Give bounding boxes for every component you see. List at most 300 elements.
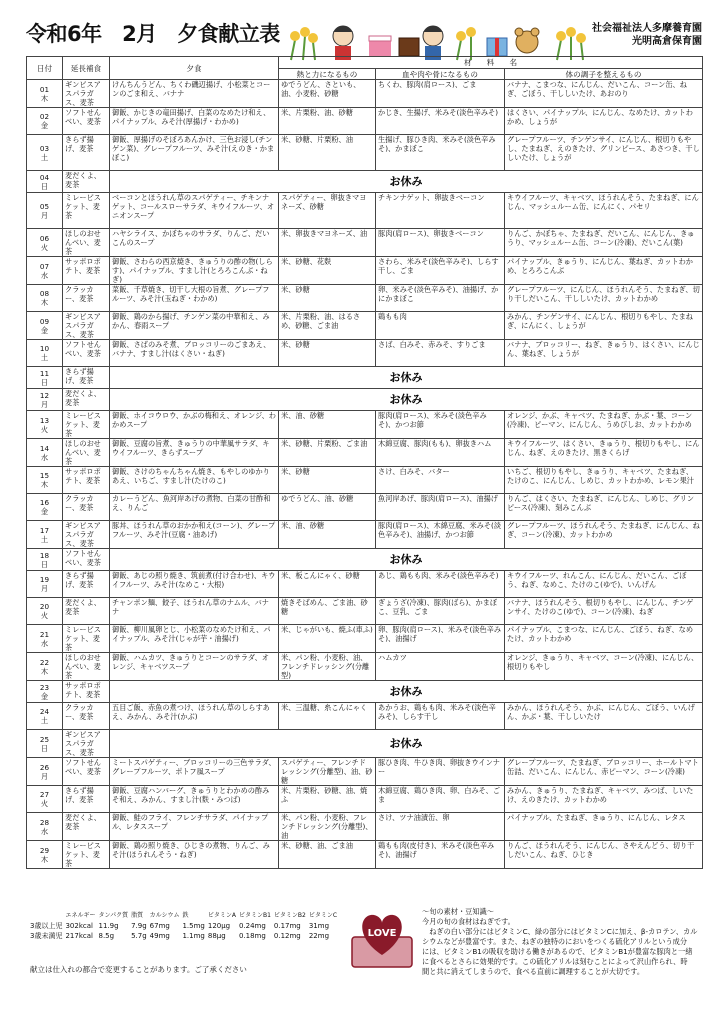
weekday: 金 [40, 121, 49, 130]
energy-cell: 米、砂糖、片栗粉、油 [279, 135, 376, 171]
body-cell: チキンナゲット、卵抜きベーコン [376, 193, 505, 229]
weekday: 土 [40, 152, 49, 162]
snack-cell: きらず揚げ、麦茶 [63, 367, 110, 389]
energy-cell: 米、板こんにゃく、砂糖 [279, 571, 376, 598]
menu-row [27, 467, 703, 494]
day-number: 29 [39, 845, 50, 855]
day-number: 14 [39, 443, 50, 453]
day-number: 12 [39, 390, 50, 400]
weekday: 木 [40, 666, 49, 676]
menu-row [27, 80, 703, 108]
nutrition-value: 49mg [149, 932, 170, 940]
holiday-row [27, 681, 703, 703]
date-cell [27, 80, 63, 108]
weekday: 土 [40, 353, 49, 362]
dinner-cell: チャンポン麺、餃子、ほうれん草のナムル、バナナ [110, 598, 279, 625]
date-cell [27, 730, 63, 758]
dinner-cell: 御飯、さわらの西京焼き、きゅうりの酢の物(しらす)、パイナップル、すまし汁(とろろこんぶ・ねぎ) [110, 257, 279, 285]
body-cell: 豚ひき肉、牛ひき肉、卵抜きウインナー [376, 758, 505, 786]
body-cell: あじ、鶏もも肉、米みそ(淡色辛みそ) [376, 571, 505, 598]
date-cell [27, 467, 63, 494]
nutrition-header: ビタミンB2 [273, 912, 306, 919]
menu-table-body [27, 80, 703, 869]
menu-row [27, 411, 703, 439]
menu-row [27, 598, 703, 625]
seasonal-line: には、ビタミンB1の吸収を助ける働きがあるので、ビタミンB1が豊富な豚肉と一緒 [422, 947, 693, 956]
dinner-cell: 御飯、ホイコウロウ、かぶの梅和え、オレンジ、わかめスープ [110, 411, 279, 439]
weekday: 木 [40, 298, 49, 307]
day-number: 23 [39, 682, 50, 692]
dinner-cell: 五目ご飯、赤魚の煮つけ、ほうれん草のしらすあえ、みかん、みそ汁(かぶ) [110, 703, 279, 730]
page-footer [26, 907, 702, 1017]
menu-row [27, 841, 703, 869]
header-body: 血や肉や骨になるもの [376, 69, 505, 80]
date-cell [27, 841, 63, 869]
day-number: 17 [39, 525, 50, 535]
weekday: 金 [40, 325, 49, 335]
energy-cell: 焼きそばめん、ごま油、砂糖 [279, 598, 376, 625]
menu-row [27, 571, 703, 598]
weekday: 日 [40, 743, 49, 753]
date-cell [27, 257, 63, 285]
weekday: 月 [40, 584, 49, 593]
snack-cell: サッポロポテト、麦茶 [63, 467, 110, 494]
body-cell: 木綿豆腐、豚肉(もも)、卵抜きハム [376, 439, 505, 467]
snack-cell: クラッカー、麦茶 [63, 285, 110, 312]
snack-cell: ギンビスアスパラガス、麦茶 [63, 521, 110, 549]
snack-cell: ミレービスケット、麦茶 [63, 841, 110, 869]
body-cell: ぎょうざ(冷凍)、豚肉(ばら)、かまぼこ、豆乳、ごま [376, 598, 505, 625]
condition-cell: パイナップル、きゅうり、にんじん、葉ねぎ、カットわかめ、とろろこんぶ [505, 257, 703, 285]
energy-cell: 米、片栗粉、油、はるさめ、砂糖、ごま油 [279, 312, 376, 340]
date-cell [27, 786, 63, 813]
header-energy: 熱と力になるもの [279, 69, 376, 80]
menu-row [27, 813, 703, 841]
nutrition-value: 1.1mg [182, 932, 205, 940]
snack-cell: ミレービスケット、麦茶 [63, 625, 110, 653]
nutrition-header: カルシウム [149, 912, 180, 919]
date-cell [27, 549, 63, 571]
date-cell [27, 681, 63, 703]
dinner-cell: 御飯、かじきの竜田揚げ、白菜のなめたけ和え、パイナップル、みそ汁(厚揚げ・わかめ) [110, 108, 279, 135]
weekday: 土 [40, 534, 49, 544]
dinner-cell: 御飯、柳川風卵とじ、小松菜のなめたけ和え、パイナップル、みそ汁(じゃが芋・油揚げ) [110, 625, 279, 653]
condition-cell: りんご、はくさい、たまねぎ、にんじん、しめじ、グリンピース(冷凍)、刻みこんぶ [505, 494, 703, 521]
snack-cell: クラッカー、麦茶 [63, 703, 110, 730]
weekday: 月 [40, 210, 49, 220]
dinner-cell: 御飯、さばのみそ煮、ブロッコリーのごまあえ、バナナ、すまし汁(はくさい・ねぎ) [110, 340, 279, 367]
condition-cell: パイナップル、こまつな、にんじん、ごぼう、ねぎ、なめたけ、カットわかめ [505, 625, 703, 653]
menu-row [27, 494, 703, 521]
condition-cell: オレンジ、きゅうり、キャベツ、コーン(冷凍)、にんじん、根切りもやし [505, 653, 703, 681]
day-number: 19 [39, 575, 50, 584]
seasonal-line: ねぎの白い部分にはビタミンC、緑の部分にはビタミンCに加え、β-カロテン、カル [422, 927, 698, 936]
menu-row [27, 257, 703, 285]
chocolate-icon [399, 38, 419, 56]
snack-cell: きらず揚げ、麦茶 [63, 786, 110, 813]
day-number: 11 [39, 368, 50, 378]
condition-cell: みかん、チンゲンサイ、にんじん、根切りもやし、たまねぎ、にんにく、しょうが [505, 312, 703, 340]
date-cell [27, 813, 63, 841]
dinner-cell: 御飯、鮭のフライ、フレンチサラダ、パイナップル、レタススープ [110, 813, 279, 841]
condition-cell: バナナ、こまつな、にんじん、だいこん、コーン缶、ねぎ、ごぼう、干ししいたけ、あおのり [505, 80, 703, 108]
energy-cell: 米、油、砂糖 [279, 411, 376, 439]
menu-row [27, 625, 703, 653]
dinner-cell: 御飯、豆腐の旨煮、きゅうりの中華風サラダ、キウイフルーツ、きらずスープ [110, 439, 279, 467]
body-cell: かじき、生揚げ、米みそ(淡色辛みそ) [376, 108, 505, 135]
date-cell [27, 758, 63, 786]
snack-cell: ソフトせんべい、麦茶 [63, 340, 110, 367]
day-number: 06 [39, 233, 50, 243]
snack-cell: 麦だくよ、麦茶 [63, 171, 110, 193]
date-cell [27, 312, 63, 340]
day-number: 02 [39, 112, 50, 121]
body-cell: ハムカツ [376, 653, 505, 681]
day-number: 01 [39, 84, 50, 94]
love-heart-icon [344, 907, 420, 971]
weekday: 火 [40, 424, 49, 434]
seasonal-line: に食べるとさらに効果的です。この硫化アリルは刻むことによって沢山作られ、時 [422, 957, 688, 966]
snack-cell: きらず揚げ、麦茶 [63, 571, 110, 598]
holiday-label: お休み [110, 549, 703, 571]
org-line-1: 社会福祉法人多摩養育園 [592, 23, 702, 34]
energy-cell: 米、卵抜きマヨネーズ、油 [279, 229, 376, 257]
condition-cell: バナナ、ブロッコリー、ねぎ、きゅうり、はくさい、にんじん、葉ねぎ、しょうが [505, 340, 703, 367]
menu-row [27, 108, 703, 135]
snack-cell: ギンビスアスパラガス、麦茶 [63, 80, 110, 108]
holiday-label: お休み [110, 389, 703, 411]
menu-row [27, 703, 703, 730]
energy-cell: 米、砂糖、花麩 [279, 257, 376, 285]
seasonal-info [422, 907, 704, 977]
snack-cell: ソフトせんべい、麦茶 [63, 758, 110, 786]
nutrition-value: 1.5mg [182, 922, 205, 930]
nutrition-value: 217kcal [65, 932, 93, 940]
menu-row [27, 193, 703, 229]
weekday: 日 [40, 559, 49, 569]
holiday-label: お休み [110, 681, 703, 703]
organization-name [592, 22, 702, 48]
snack-cell: ソフトせんべい、麦茶 [63, 108, 110, 135]
day-number: 21 [39, 629, 50, 639]
snack-cell: ギンビスアスパラガス、麦茶 [63, 730, 110, 758]
energy-cell: 米、砂糖、片栗粉、ごま油 [279, 439, 376, 467]
body-cell: さけ、白みそ、バター [376, 467, 505, 494]
weekday: 日 [40, 377, 49, 387]
weekday: 月 [40, 399, 49, 409]
date-cell [27, 411, 63, 439]
header-dinner: 夕食 [110, 57, 279, 80]
weekday: 月 [40, 771, 49, 781]
day-number: 08 [39, 289, 50, 298]
body-cell: さわら、米みそ(淡色辛みそ)、しらす干し、ごま [376, 257, 505, 285]
nutrition-header: 脂質 [131, 912, 144, 919]
day-number: 22 [39, 657, 50, 667]
day-number: 10 [39, 344, 50, 353]
doll-icon [333, 26, 353, 60]
condition-cell: いちご、根切りもやし、きゅうり、キャベツ、たまねぎ、たけのこ、にんじん、しめじ、カットわかめ、レモン果汁 [505, 467, 703, 494]
energy-cell: 米、油、砂糖 [279, 521, 376, 549]
menu-row [27, 786, 703, 813]
footnote: 献立は仕入れの都合で変更することがあります。ご了承ください [30, 965, 247, 974]
nutrition-value: 120μg [207, 922, 231, 930]
seasonal-line: シウムなどが豊富です。また、ねぎの独特のにおいをつくる硫化アリルという成分 [422, 937, 688, 946]
weekday: 火 [40, 799, 49, 808]
menu-row [27, 758, 703, 786]
dinner-cell: 御飯、あじの照り焼き、筑前煮(付け合わせ)、キウイフルーツ、みそ汁(なめこ・大根) [110, 571, 279, 598]
menu-row [27, 439, 703, 467]
date-cell [27, 171, 63, 193]
energy-cell: 米、砂糖 [279, 340, 376, 367]
date-cell [27, 108, 63, 135]
body-cell: さば、白みそ、赤みそ、すりごま [376, 340, 505, 367]
gift-box-icon [487, 38, 507, 56]
header-condition: 体の調子を整えるもの [505, 69, 703, 80]
weekday: 木 [40, 480, 49, 489]
snack-cell: ほしのおせんべい、麦茶 [63, 229, 110, 257]
menu-row [27, 285, 703, 312]
holiday-row [27, 389, 703, 411]
nutrition-header: 鉄 [182, 912, 189, 919]
nutrition-header: ビタミンA [207, 912, 236, 919]
holiday-row [27, 730, 703, 758]
date-cell [27, 598, 63, 625]
dinner-cell: カレーうどん、魚河岸あげの煮物、白菜の甘酢和え、りんご [110, 494, 279, 521]
header-ingredients: 材 料 名 [279, 57, 703, 69]
day-number: 20 [39, 602, 50, 611]
nutrition-header: ビタミンB1 [238, 912, 271, 919]
date-cell [27, 367, 63, 389]
nutrition-header-row [30, 911, 340, 921]
seasonal-line: 間と共に消えてしまうので、食べる直前に調理することが大切です。 [422, 967, 645, 976]
energy-cell: 米、じゃがいも、焼ふ(車ふ) [279, 625, 376, 653]
day-number: 28 [39, 817, 50, 827]
nutrition-row [30, 921, 340, 931]
date-cell [27, 439, 63, 467]
date-cell [27, 229, 63, 257]
energy-cell: 米、砂糖、油、ごま油 [279, 841, 376, 869]
org-line-2: 光明高倉保育園 [632, 36, 702, 47]
doll-icon [423, 26, 443, 60]
nutrition-value: 7.9g [131, 922, 147, 930]
weekday: 日 [40, 181, 49, 191]
nutrition-age-group: 3歳未満児 [30, 932, 63, 940]
day-number: 27 [39, 790, 50, 799]
dinner-cell: 御飯、鶏の照り焼き、ひじきの煮物、りんご、みそ汁(ほうれんそう・ねぎ) [110, 841, 279, 869]
body-cell: 卵、豚肉(肩ロース)、米みそ(淡色辛みそ)、油揚げ [376, 625, 505, 653]
holiday-label: お休み [110, 367, 703, 389]
date-cell [27, 571, 63, 598]
energy-cell: スパゲティー、卵抜きマヨネーズ、砂糖 [279, 193, 376, 229]
dinner-cell: ベーコンとほうれん草のスパゲティー、チキンナゲット、コールスローサラダ、キウイフルーツ、オニオンスープ [110, 193, 279, 229]
body-cell: 生揚げ、豚ひき肉、米みそ(淡色辛みそ)、かまぼこ [376, 135, 505, 171]
day-number: 07 [39, 261, 50, 271]
page-title: 令和6年 2月 夕食献立表 [26, 22, 280, 46]
day-number: 18 [39, 550, 50, 560]
condition-cell: みかん、ほうれんそう、かぶ、にんじん、ごぼう、いんげん、かぶ・葉、干ししいたけ [505, 703, 703, 730]
day-number: 15 [39, 471, 50, 480]
energy-cell: ゆでうどん、さといも、油、小麦粉、砂糖 [279, 80, 376, 108]
menu-row [27, 135, 703, 171]
snack-cell: ほしのおせんべい、麦茶 [63, 439, 110, 467]
condition-cell: キウイフルーツ、はくさい、きゅうり、根切りもやし、にんじん、ねぎ、えのきたけ、黒きくらげ [505, 439, 703, 467]
body-cell: あかうお、鶏もも肉、米みそ(淡色辛みそ)、しらす干し [376, 703, 505, 730]
nutrition-value: 0.24mg [238, 922, 266, 930]
nutrition-header: エネルギー [65, 912, 96, 919]
energy-cell: 米、片栗粉、油、砂糖 [279, 108, 376, 135]
day-number: 25 [39, 734, 50, 744]
menu-row [27, 229, 703, 257]
day-number: 13 [39, 415, 50, 425]
date-cell [27, 653, 63, 681]
condition-cell: りんご、ほうれんそう、にんじん、さやえんどう、切り干しだいこん、ねぎ、ひじき [505, 841, 703, 869]
dinner-cell: 御飯、鶏のから揚げ、チンゲン菜の中華和え、みかん、春雨スープ [110, 312, 279, 340]
weekday: 木 [40, 854, 49, 864]
energy-cell: 米、砂糖 [279, 285, 376, 312]
nutrition-value: 8.5g [98, 932, 115, 940]
menu-row [27, 340, 703, 367]
weekday: 水 [40, 270, 49, 280]
date-cell [27, 494, 63, 521]
date-cell [27, 193, 63, 229]
nutrition-table [30, 911, 340, 941]
dinner-cell: けんちんうどん、ちくわ磯辺揚げ、小松菜とコーンのごま和え、バナナ [110, 80, 279, 108]
energy-cell: 米、片栗粉、砂糖、油、焼ふ [279, 786, 376, 813]
day-number: 26 [39, 762, 50, 772]
date-cell [27, 625, 63, 653]
cake-icon [369, 36, 391, 56]
header-date: 日付 [27, 57, 63, 80]
dinner-cell: 菜飯、千草焼き、切干し大根の旨煮、グレープフルーツ、みそ汁(玉ねぎ・わかめ) [110, 285, 279, 312]
dinner-cell: ミートスパゲティー、ブロッコリーの三色サラダ、グレープフルーツ、ポトフ風スープ [110, 758, 279, 786]
body-cell: さけ、ツナ油漬缶、卵 [376, 813, 505, 841]
weekday: 金 [40, 507, 49, 516]
weekday: 土 [40, 716, 49, 725]
snack-cell: ほしのおせんべい、麦茶 [63, 653, 110, 681]
condition-cell: グレープフルーツ、にんじん、ほうれんそう、たまねぎ、切り干しだいこん、干ししいたけ、カットわかめ [505, 285, 703, 312]
condition-cell: キウイフルーツ、れんこん、にんじん、だいこん、ごぼう、ねぎ、なめこ、たけのこ(ゆで)、いんげん [505, 571, 703, 598]
nutrition-header [30, 911, 65, 921]
snack-cell: サッポロポテト、麦茶 [63, 257, 110, 285]
header-snack: 延長補食 [63, 57, 110, 80]
nutrition-value: 88μg [207, 932, 226, 940]
nutrition-value: 0.12mg [273, 932, 301, 940]
condition-cell: グレープフルーツ、たまねぎ、ブロッコリー、ホールトマト缶詰、だいこん、にんじん、赤ピーマン、コーン(冷凍) [505, 758, 703, 786]
dinner-cell: 御飯、豆腐ハンバーグ、きゅうりとわかめの酢みそ和え、みかん、すまし汁(麩・みつば) [110, 786, 279, 813]
body-cell: 卵、米みそ(淡色辛みそ)、油揚げ、かにかまぼこ [376, 285, 505, 312]
holiday-label: お休み [110, 730, 703, 758]
day-number: 24 [39, 707, 50, 716]
menu-table [26, 56, 703, 869]
weekday: 木 [40, 93, 49, 103]
nutrition-value: 0.17mg [273, 922, 301, 930]
date-cell [27, 285, 63, 312]
snack-cell: 麦だくよ、麦茶 [63, 598, 110, 625]
body-cell: 木綿豆腐、鶏ひき肉、卵、白みそ、ごま [376, 786, 505, 813]
holiday-row [27, 549, 703, 571]
nutrition-value: 0.18mg [238, 932, 266, 940]
energy-cell: 米、砂糖 [279, 467, 376, 494]
snack-cell: ミレービスケット、麦茶 [63, 193, 110, 229]
love-label: LOVE [367, 928, 397, 939]
dinner-cell: 御飯、厚揚げのそぼろあんかけ、三色お浸し(チンゲン菜)、グレープフルーツ、みそ汁(えのき・かまぼこ) [110, 135, 279, 171]
dinner-cell: 豚丼、ほうれん草のおかか和え(コーン)、グレープフルーツ、みそ汁(豆腐・油あげ) [110, 521, 279, 549]
weekday: 火 [40, 242, 49, 252]
snack-cell: ソフトせんべい、麦茶 [63, 549, 110, 571]
weekday: 金 [40, 691, 49, 701]
condition-cell: オレンジ、かぶ、キャベツ、たまねぎ、かぶ・葉、コーン(冷凍)、ピーマン、にんじん、うめびしお、カットわかめ [505, 411, 703, 439]
body-cell: 豚肉(肩ロース)、卵抜きベーコン [376, 229, 505, 257]
dinner-cell: 御飯、さけのちゃんちゃん焼き、もやしのゆかりあえ、いちご、すまし汁(たけのこ) [110, 467, 279, 494]
nutrition-value: 67mg [149, 922, 170, 930]
date-cell [27, 521, 63, 549]
day-number: 05 [39, 201, 50, 211]
body-cell: 魚河岸あげ、豚肉(肩ロース)、油揚げ [376, 494, 505, 521]
bear-icon [515, 28, 539, 53]
day-number: 03 [39, 143, 50, 153]
snack-cell: ギンビスアスパラガス、麦茶 [63, 312, 110, 340]
snack-cell: きらず揚げ、麦茶 [63, 135, 110, 171]
body-cell: 豚肉(肩ロース)、米みそ(淡色辛みそ)、かつお節 [376, 411, 505, 439]
condition-cell: グレープフルーツ、ほうれんそう、たまねぎ、にんじん、ねぎ、コーン(冷凍)、カットわかめ [505, 521, 703, 549]
condition-cell: バナナ、ほうれんそう、根切りもやし、にんじん、チンゲンサイ、たけのこ(ゆで)、コーン(冷凍)、ねぎ [505, 598, 703, 625]
weekday: 水 [40, 638, 49, 648]
body-cell: 鶏もも肉(皮付き)、米みそ(淡色辛みそ)、油揚げ [376, 841, 505, 869]
body-cell: ちくわ、豚肉(肩ロース)、ごま [376, 80, 505, 108]
energy-cell: スパゲティー、フレンチドレッシング(分離型)、油、砂糖 [279, 758, 376, 786]
weekday: 火 [40, 611, 49, 620]
day-number: 04 [39, 172, 50, 182]
condition-cell: キウイフルーツ、キャベツ、ほうれんそう、たまねぎ、にんじん、マッシュルーム缶、にんにく、パセリ [505, 193, 703, 229]
seasonal-line: 今月の旬の食材はねぎです。 [422, 917, 515, 926]
holiday-row [27, 367, 703, 389]
date-cell [27, 703, 63, 730]
energy-cell: 米、パン粉、小麦粉、油、フレンチドレッシング(分離型) [279, 653, 376, 681]
date-cell [27, 340, 63, 367]
energy-cell: 米、パン粉、小麦粉、フレンチドレッシング(分離型)、油 [279, 813, 376, 841]
nutrition-row [30, 931, 340, 941]
nutrition-value: 11.9g [98, 922, 119, 930]
condition-cell: グレープフルーツ、チンゲンサイ、にんじん、根切りもやし、たまねぎ、えのきたけ、グリンピース、あさつき、干ししいたけ、しょうが [505, 135, 703, 171]
date-cell [27, 389, 63, 411]
snack-cell: 麦だくよ、麦茶 [63, 813, 110, 841]
holiday-row [27, 171, 703, 193]
nutrition-value: 31mg [308, 922, 330, 930]
nutrition-value: 302kcal [65, 922, 93, 930]
energy-cell: 米、三温糖、糸こんにゃく [279, 703, 376, 730]
nutrition-value: 22mg [308, 932, 330, 940]
seasonal-title: ～旬の素材・豆知識～ [422, 907, 494, 916]
day-number: 09 [39, 316, 50, 326]
condition-cell: はくさい、パイナップル、にんじん、なめたけ、カットわかめ、しょうが [505, 108, 703, 135]
day-number: 16 [39, 498, 50, 507]
dinner-cell: ハヤシライス、かぼちゃのサラダ、りんご、だいこんのスープ [110, 229, 279, 257]
dinner-cell: 御飯、ハムカツ、きゅうりとコーンのサラダ、オレンジ、キャベツスープ [110, 653, 279, 681]
menu-row [27, 312, 703, 340]
menu-row [27, 521, 703, 549]
weekday: 水 [40, 452, 49, 462]
snack-cell: ミレービスケット、麦茶 [63, 411, 110, 439]
condition-cell: パイナップル、たまねぎ、きゅうり、にんじん、レタス [505, 813, 703, 841]
nutrition-header: タンパク質 [98, 912, 129, 919]
snack-cell: サッポロポテト、麦茶 [63, 681, 110, 703]
body-cell: 豚肉(肩ロース)、木綿豆腐、米みそ(淡色辛みそ)、油揚げ、かつお節 [376, 521, 505, 549]
date-cell [27, 135, 63, 171]
energy-cell: ゆでうどん、油、砂糖 [279, 494, 376, 521]
snack-cell: クラッカー、麦茶 [63, 494, 110, 521]
menu-row [27, 653, 703, 681]
snack-cell: 麦だくよ、麦茶 [63, 389, 110, 411]
